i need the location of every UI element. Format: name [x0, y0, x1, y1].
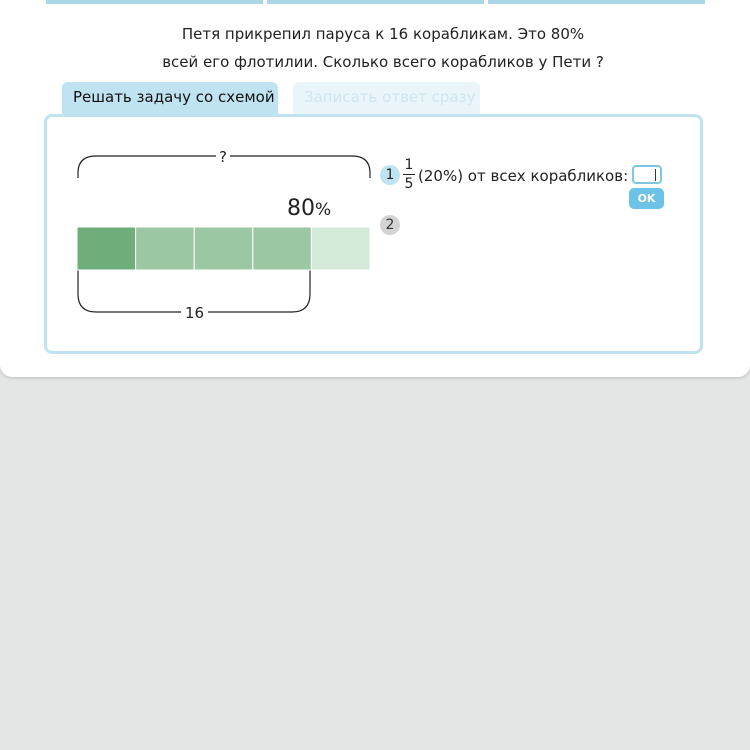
problem-text — [0, 20, 750, 76]
step-1-badge: 1 — [380, 165, 400, 185]
known-label: 16 — [181, 304, 208, 322]
scheme-cell-3[interactable] — [194, 227, 253, 270]
progress-bar — [46, 0, 705, 4]
scheme-cell-1[interactable] — [77, 227, 136, 270]
progress-segment — [46, 0, 263, 4]
problem-line-2: всей его флотилии. Сколько всего корабликов у Пети ? — [162, 53, 604, 71]
progress-segment — [267, 0, 484, 4]
scheme-cell-5[interactable] — [311, 227, 370, 270]
fraction-numerator: 1 — [404, 157, 414, 173]
scheme-cell-2[interactable] — [136, 227, 195, 270]
percent-value: 80 — [287, 196, 315, 221]
tab-solve-with-scheme[interactable]: Решать задачу со схемой — [62, 82, 278, 114]
step-1-text: (20%) от всех корабликов: — [418, 167, 629, 185]
tab-answer-directly[interactable]: Записать ответ сразу — [293, 82, 480, 114]
scheme-bar — [77, 227, 370, 270]
percent-symbol: % — [315, 200, 332, 220]
step-2-badge: 2 — [380, 215, 400, 235]
progress-segment — [488, 0, 705, 4]
total-label: ? — [216, 148, 230, 166]
fraction-denominator: 5 — [404, 176, 414, 192]
step-1-fraction — [403, 157, 415, 192]
step-1-ok-button[interactable]: OK — [629, 188, 664, 209]
step-1-answer-input[interactable] — [632, 165, 662, 184]
text-caret — [655, 169, 656, 181]
scheme-cell-4[interactable] — [253, 227, 312, 270]
problem-line-1: Петя прикрепил паруса к 16 корабликам. Это 80% — [181, 25, 585, 43]
fraction-bar — [403, 174, 415, 175]
